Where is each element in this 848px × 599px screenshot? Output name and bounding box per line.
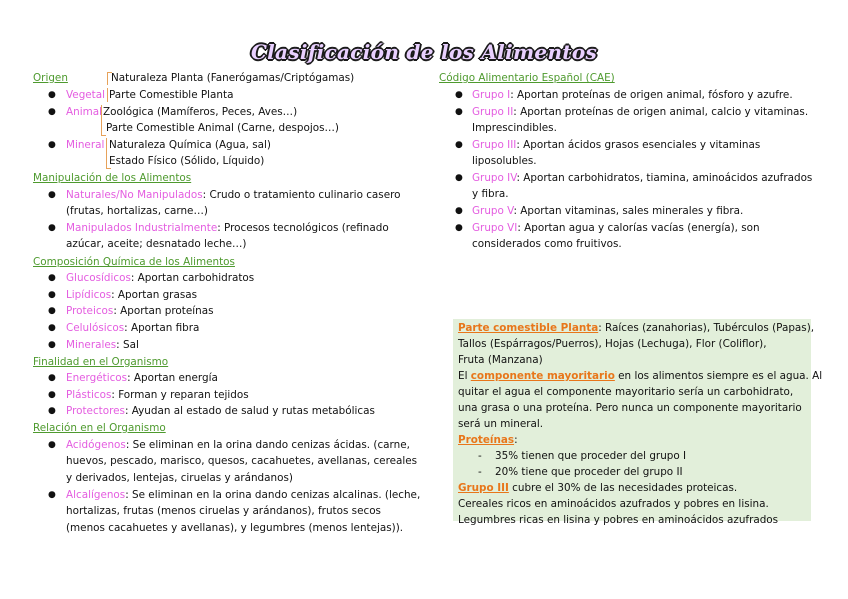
origen-naturaleza-planta: Naturaleza Planta (Fanerógamas/Criptógamas) xyxy=(111,72,355,84)
bullet: ● xyxy=(48,323,56,333)
section-heading-relacion: Relación en el Organismo xyxy=(33,422,166,434)
manipulacion-item-text: : Crudo o tratamiento culinario casero xyxy=(202,189,401,201)
composicion-item xyxy=(66,320,199,336)
origen-mineral-label: Mineral xyxy=(66,139,105,151)
dash-bullet: - xyxy=(478,466,482,478)
bullet: ● xyxy=(455,206,463,216)
section-heading-manipulacion: Manipulación de los Alimentos xyxy=(33,172,192,184)
manipulacion-item-line xyxy=(66,220,389,236)
relacion-alcaligenos-text: : Se eliminan en la orina dando cenizas alcalinas. (leche, xyxy=(125,489,421,501)
box-text: en los alimentos siempre es el agua. Al xyxy=(614,370,823,382)
composicion-item xyxy=(66,337,139,353)
bullet: ● xyxy=(48,107,56,117)
box-text: El xyxy=(458,370,471,382)
bullet: ● xyxy=(48,340,56,350)
bullet: ● xyxy=(48,490,56,500)
codigo-grupo-label: Grupo V xyxy=(472,205,514,217)
bullet: ● xyxy=(455,140,463,150)
dash-bullet: - xyxy=(478,450,482,462)
relacion-alcaligenos-text-cont: (menos cacahuetes y avellanas), y legumbres (menos lentejas)). xyxy=(66,522,404,534)
relacion-acidogenos-text: : Se eliminan en la orina dando cenizas ácidas. (carne, xyxy=(125,439,410,451)
box-text: cubre el 30% de las necesidades proteicas. xyxy=(508,482,738,494)
bullet: ● xyxy=(48,406,56,416)
codigo-grupo-label: Grupo I xyxy=(472,89,511,101)
bullet: ● xyxy=(455,223,463,233)
codigo-grupo-1 xyxy=(472,87,793,103)
codigo-grupo-label: Grupo II xyxy=(472,106,514,118)
composicion-item-label: Lipídicos xyxy=(66,289,112,301)
box-text-line: Legumbres ricas en lisina y pobres en aminoácidos azufrados xyxy=(458,514,779,526)
composicion-item xyxy=(66,270,254,286)
bullet: ● xyxy=(48,273,56,283)
section-heading-codigo: Código Alimentario Español (CAE) xyxy=(439,72,615,84)
bracket-vegetal xyxy=(107,88,108,102)
finalidad-item-label: Protectores xyxy=(66,405,125,417)
box-proteinas-item: 35% tienen que proceder del grupo I xyxy=(495,450,687,462)
codigo-grupo-label: Grupo VI xyxy=(472,222,518,234)
manipulacion-item-label: Manipulados Industrialmente xyxy=(66,222,218,234)
bullet: ● xyxy=(455,173,463,183)
finalidad-item-text: : Aportan energía xyxy=(127,372,218,384)
composicion-item-label: Proteicos xyxy=(66,305,114,317)
origen-vegetal-label: Vegetal xyxy=(66,89,106,101)
codigo-grupo-3 xyxy=(472,137,760,153)
box-text: : xyxy=(514,434,518,446)
box-parte-comestible-label: Parte comestible Planta xyxy=(458,322,599,334)
section-heading-origen: Origen xyxy=(33,72,68,84)
codigo-grupo-label: Grupo III xyxy=(472,139,517,151)
codigo-grupo-5 xyxy=(472,203,743,219)
codigo-grupo-text-cont: considerados como fruitivos. xyxy=(472,238,622,250)
box-proteinas-item: 20% tiene que proceder del grupo II xyxy=(495,466,683,478)
relacion-acidogenos-label: Acidógenos xyxy=(66,439,126,451)
manipulacion-item-text-cont: azúcar, aceite; desnatado leche…) xyxy=(66,238,247,250)
composicion-item-text: : Aportan carbohidratos xyxy=(130,272,255,284)
codigo-grupo-text: : Aportan agua y calorías vacías (energía), son xyxy=(517,222,760,234)
composicion-item xyxy=(66,287,197,303)
box-componente-label: componente mayoritario xyxy=(470,370,615,382)
codigo-grupo-6 xyxy=(472,220,760,236)
composicion-item xyxy=(66,303,214,319)
bullet: ● xyxy=(455,107,463,117)
origen-animal-text1: Zoológica (Mamíferos, Peces, Aves…) xyxy=(103,106,298,118)
manipulacion-item-line xyxy=(66,187,401,203)
relacion-alcaligenos-line xyxy=(66,487,420,503)
box-line-parte-comestible xyxy=(458,320,814,336)
relacion-acidogenos-line xyxy=(66,437,410,453)
codigo-grupo-text-cont: liposolubles. xyxy=(472,155,537,167)
bullet: ● xyxy=(48,223,56,233)
origen-mineral-text2: Estado Físico (Sólido, Líquido) xyxy=(109,155,265,167)
manipulacion-item-label: Naturales/No Manipulados xyxy=(66,189,203,201)
finalidad-item-label: Energéticos xyxy=(66,372,128,384)
codigo-grupo-text: : Aportan proteínas de origen animal, fósforo y azufre. xyxy=(510,89,793,101)
relacion-alcaligenos-text-cont: hortalizas, frutas (menos ciruelas y arándanos), frutos secos xyxy=(66,505,381,517)
origen-vegetal-text: Parte Comestible Planta xyxy=(109,89,234,101)
composicion-item-text: : Aportan fibra xyxy=(124,322,200,334)
manipulacion-item-text-cont: (frutas, hortalizas, carne…) xyxy=(66,205,208,217)
finalidad-item xyxy=(66,403,375,419)
relacion-acidogenos-text-cont: y derivados, lentejas, ciruelas y arándanos) xyxy=(66,472,293,484)
codigo-grupo-text: : Aportan ácidos grasos esenciales y vitaminas xyxy=(516,139,761,151)
box-line-grupo3 xyxy=(458,480,737,496)
codigo-grupo-text-cont: y fibra. xyxy=(472,188,509,200)
finalidad-item xyxy=(66,387,249,403)
manipulacion-item-text: : Procesos tecnológicos (refinado xyxy=(217,222,389,234)
box-text-line: Cereales ricos en aminoácidos azufrados y pobres en lisina. xyxy=(458,498,769,510)
origen-animal-text2: Parte Comestible Animal (Carne, despojos…) xyxy=(106,122,339,134)
bullet: ● xyxy=(48,306,56,316)
codigo-grupo-4 xyxy=(472,170,812,186)
box-text-line: una grasa o una proteína. Pero nunca un componente mayoritario xyxy=(458,402,802,414)
relacion-acidogenos-text-cont: huevos, pescado, marisco, quesos, cacahuetes, avellanas, cereales xyxy=(66,455,418,467)
bullet: ● xyxy=(48,440,56,450)
codigo-grupo-label: Grupo IV xyxy=(472,172,517,184)
relacion-alcaligenos-label: Alcalígenos xyxy=(66,489,126,501)
box-line-proteinas xyxy=(458,432,518,448)
box-text-line: será un mineral. xyxy=(458,418,544,430)
codigo-grupo-2 xyxy=(472,104,808,120)
bullet: ● xyxy=(48,140,56,150)
composicion-item-label: Glucosídicos xyxy=(66,272,131,284)
box-text-line: quitar el agua el componente mayoritario sería un carbohidrato, xyxy=(458,386,794,398)
composicion-item-text: : Aportan proteínas xyxy=(113,305,214,317)
bullet: ● xyxy=(48,373,56,383)
finalidad-item-label: Plásticos xyxy=(66,389,112,401)
page-title: Clasificación de los Alimentos xyxy=(250,40,598,64)
bullet: ● xyxy=(48,290,56,300)
bullet: ● xyxy=(48,190,56,200)
box-proteinas-label: Proteínas xyxy=(458,434,515,446)
box-grupo3-label: Grupo III xyxy=(458,482,509,494)
box-text-line: Tallos (Espárragos/Puerros), Hojas (Lechuga), Flor (Coliflor), xyxy=(458,338,767,350)
composicion-item-label: Celulósicos xyxy=(66,322,125,334)
box-parte-comestible-text: : Raíces (zanahorias), Tubérculos (Papas), xyxy=(598,322,815,334)
bullet: ● xyxy=(48,390,56,400)
box-text-line: Fruta (Manzana) xyxy=(458,354,543,366)
composicion-item-text: : Sal xyxy=(116,339,139,351)
bullet: ● xyxy=(48,90,56,100)
section-heading-composicion: Composición Química de los Alimentos xyxy=(33,256,235,268)
finalidad-item-text: : Ayudan al estado de salud y rutas metabólicas xyxy=(124,405,375,417)
bullet: ● xyxy=(455,90,463,100)
codigo-grupo-text: : Aportan carbohidratos, tiamina, aminoácidos azufrados xyxy=(516,172,813,184)
box-line-componente xyxy=(458,368,822,384)
composicion-item-label: Minerales xyxy=(66,339,117,351)
origen-animal-label: Animal xyxy=(66,106,102,118)
finalidad-item xyxy=(66,370,218,386)
codigo-grupo-text: : Aportan proteínas de origen animal, calcio y vitaminas. xyxy=(513,106,809,118)
composicion-item-text: : Aportan grasas xyxy=(111,289,198,301)
codigo-grupo-text-cont: Imprescindibles. xyxy=(472,122,557,134)
codigo-grupo-text: : Aportan vitaminas, sales minerales y fibra. xyxy=(513,205,744,217)
finalidad-item-text: : Forman y reparan tejidos xyxy=(111,389,249,401)
origen-mineral-text1: Naturaleza Química (Agua, sal) xyxy=(109,139,271,151)
section-heading-finalidad: Finalidad en el Organismo xyxy=(33,356,169,368)
